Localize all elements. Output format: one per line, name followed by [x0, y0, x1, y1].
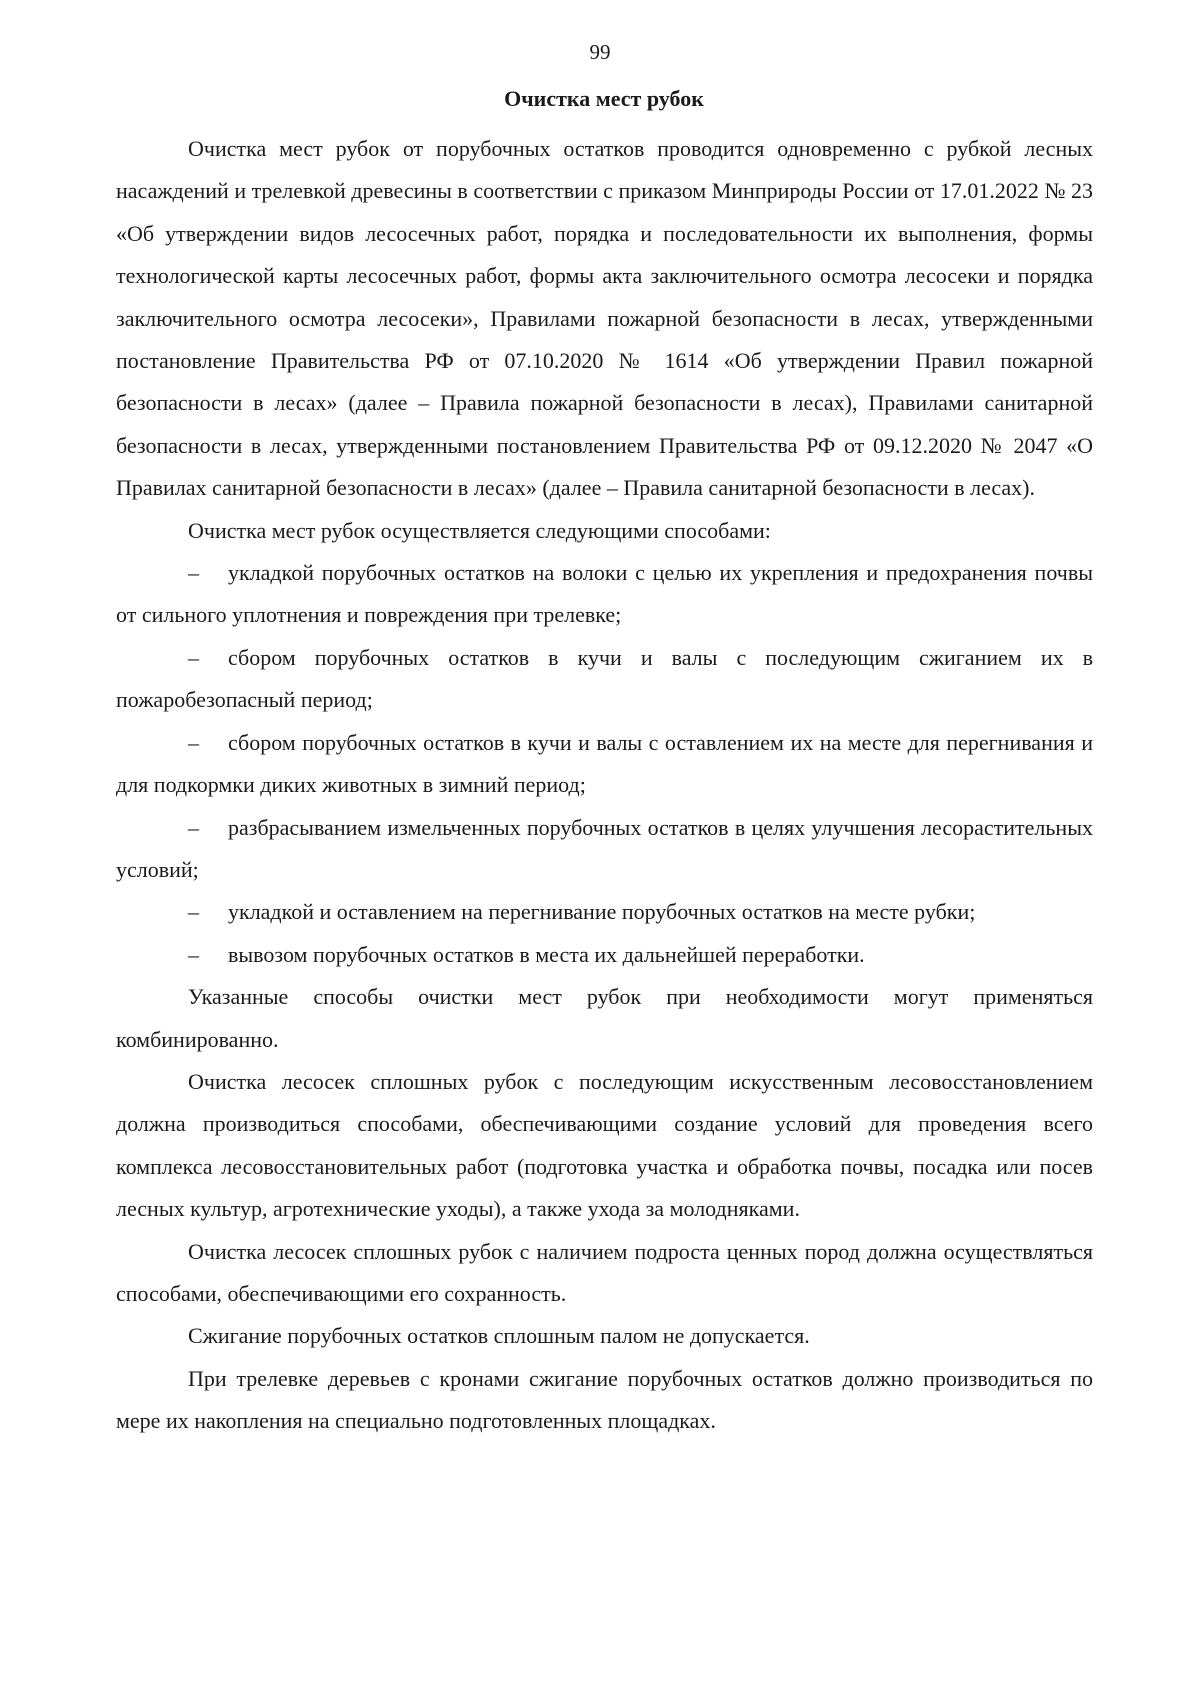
- list-item: [116, 807, 1093, 892]
- paragraph-undergrowth: Очистка лесосек сплошных рубок с наличием подроста ценных пород должна осуществляться способами, обеспечивающими его сохранность.: [116, 1238, 1093, 1306]
- list-item: [116, 891, 1093, 933]
- paragraph-skidding: При трелевке деревьев с кронами сжигание порубочных остатков должно производиться по мере их накопления на специально подготовленных площадках.: [116, 1365, 1093, 1434]
- list-item-text: укладкой и оставлением на перегнивание порубочных остатков на месте рубки;: [228, 899, 976, 925]
- list-item-text: разбрасыванием измельченных порубочных остатков в целях улучшения лесорастительных условий;: [116, 814, 1093, 882]
- paragraph-reforestation: Очистка лесосек сплошных рубок с последующим искусственным лесовосстановлением должна производиться способами, обеспечивающими создание условий для проведения всего комплекса лесовосстановительных работ (подготовка участка и обработка почвы, посадка или посев лесных культур, агротехнические уходы), а также ухода за молодняками.: [116, 1068, 1093, 1222]
- document-body: [116, 128, 1093, 1443]
- section-title: Очистка мест рубок: [504, 86, 704, 111]
- paragraph-combined: Указанные способы очистки мест рубок при необходимости могут применяться комбинированно.: [116, 984, 1093, 1052]
- list-item-text: укладкой порубочных остатков на волоки с целью их укрепления и предохранения почвы от сильного уплотнения и повреждения при трелевке;: [116, 560, 1093, 628]
- list-item: [116, 722, 1093, 807]
- list-item: [116, 637, 1093, 722]
- paragraph-no-burning: Сжигание порубочных остатков сплошным палом не допускается.: [188, 1323, 810, 1349]
- list-dash: –: [188, 814, 199, 840]
- list-item-text: вывозом порубочных остатков в места их дальнейшей переработки.: [228, 941, 865, 967]
- list-item-text: сбором порубочных остатков в кучи и валы с оставлением их на месте для перегнивания и для подкормки диких животных в зимний период;: [116, 729, 1093, 798]
- list-dash: –: [188, 644, 199, 670]
- list-dash: –: [188, 729, 199, 755]
- page-number: 99: [589, 40, 611, 64]
- list-item: [116, 552, 1093, 637]
- list-item-text: сбором порубочных остатков в кучи и валы с последующим сжиганием их в пожаробезопасный период;: [116, 644, 1093, 713]
- list-dash: –: [188, 899, 199, 925]
- list-item: [116, 934, 1093, 976]
- list-dash: –: [188, 941, 199, 967]
- paragraph-intro: Очистка мест рубок от порубочных остатков проводится одновременно с рубкой лесных насаждений и трелевкой древесины в соответствии с приказом Минприроды России от 17.01.2022 № 23 «Об утверждении видов лесосечных работ, порядка и последовательности их выполнения, формы технологической карты лесосечных работ, формы акта заключительного осмотра лесосеки и порядка заключительного осмотра лесосеки», Правилами пожарной безопасности в лесах, утвержденными постановление Правительства РФ от 07.10.2020 № 1614 «Об утверждении Правил пожарной безопасности в лесах» (далее – Правила пожарной безопасности в лесах), Правилами санитарной безопасности в лесах, утвержденными постановлением Правительства РФ от 09.12.2020 № 2047 «О Правилах санитарной безопасности в лесах» (далее – Правила санитарной безопасности в лесах).: [116, 136, 1093, 501]
- paragraph-methods-lead: Очистка мест рубок осуществляется следующими способами:: [188, 517, 771, 543]
- list-dash: –: [188, 560, 199, 586]
